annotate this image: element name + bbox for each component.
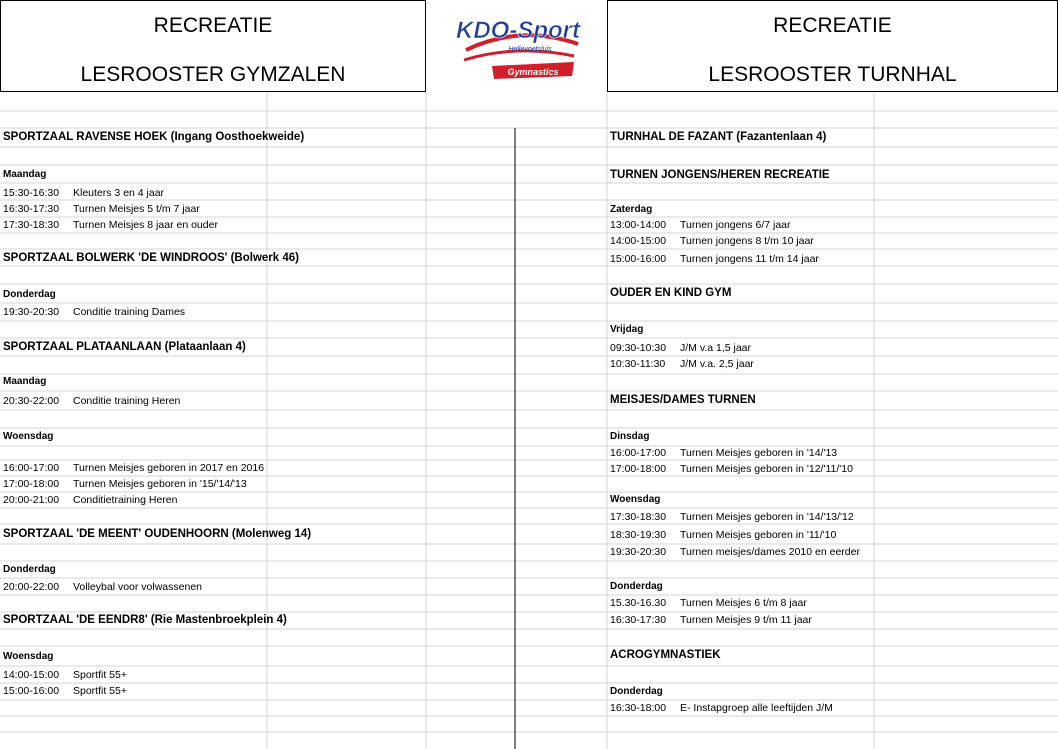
header-left-recreatie: RECREATIE bbox=[153, 14, 273, 37]
kdo-sport-logo bbox=[456, 4, 584, 86]
right-slot-time: 15:00-16:00 bbox=[610, 253, 667, 265]
right-day-label: Woensdag bbox=[610, 494, 661, 505]
left-slot-description: Conditie training Heren bbox=[73, 395, 181, 407]
header-right-lesrooster: LESROOSTER TURNHAL bbox=[708, 63, 957, 86]
right-slot-time: 18:30-19:30 bbox=[610, 529, 667, 541]
left-slot-time: 20:00-22:00 bbox=[3, 581, 60, 593]
right-slot-time: 13:00-14:00 bbox=[610, 219, 667, 231]
right-slot-description: Turnen Meisjes geboren in '12/'11/'10 bbox=[680, 463, 853, 475]
left-slot-time: 20:00-21:00 bbox=[3, 494, 60, 506]
right-day-label: Vrijdag bbox=[610, 324, 644, 335]
right-venue-heading: ACROGYMNASTIEK bbox=[610, 649, 721, 661]
right-venue-heading: TURNHAL DE FAZANT (Fazantenlaan 4) bbox=[610, 131, 827, 143]
right-slot-time: 16:00-17:00 bbox=[610, 447, 667, 459]
left-slot-description: Turnen Meisjes geboren in '15/'14/'13 bbox=[73, 478, 247, 490]
right-venue-heading: MEISJES/DAMES TURNEN bbox=[610, 394, 756, 406]
right-slot-description: Turnen meisjes/dames 2010 en eerder bbox=[680, 546, 860, 558]
left-slot-description: Turnen Meisjes 5 t/m 7 jaar bbox=[73, 203, 200, 215]
right-slot-description: J/M v.a 1,5 jaar bbox=[680, 342, 751, 354]
right-slot-description: E- Instapgroep alle leeftijden J/M bbox=[680, 702, 833, 714]
left-venue-heading: SPORTZAAL PLATAANLAAN (Plataanlaan 4) bbox=[3, 341, 246, 353]
left-venue-heading: SPORTZAAL BOLWERK 'DE WINDROOS' (Bolwerk 46) bbox=[3, 252, 299, 264]
left-slot-time: 15:00-16:00 bbox=[3, 685, 60, 697]
right-slot-time: 17:00-18:00 bbox=[610, 463, 667, 475]
left-slot-description: Turnen Meisjes geboren in 2017 en 2016 bbox=[73, 462, 265, 474]
left-slot-time: 17:30-18:30 bbox=[3, 219, 60, 231]
right-day-label: Zaterdag bbox=[610, 204, 653, 215]
left-slot-description: Volleybal voor volwassenen bbox=[73, 581, 202, 593]
right-slot-description: Turnen Meisjes geboren in '11/'10 bbox=[680, 529, 837, 541]
header-right-recreatie: RECREATIE bbox=[773, 14, 892, 37]
right-slot-description: Turnen jongens 8 t/m 10 jaar bbox=[680, 235, 814, 247]
right-slot-time: 09:30-10:30 bbox=[610, 342, 667, 354]
right-slot-description: Turnen jongens 6/7 jaar bbox=[680, 219, 791, 231]
left-slot-time: 16:00-17:00 bbox=[3, 462, 60, 474]
right-day-label: Donderdag bbox=[610, 581, 663, 592]
left-slot-time: 15:30-16:30 bbox=[3, 187, 60, 199]
left-venue-heading: SPORTZAAL 'DE EENDR8' (Rie Mastenbroekplein 4) bbox=[3, 614, 287, 626]
left-slot-description: Conditie training Dames bbox=[73, 306, 186, 318]
right-slot-description: Turnen Meisjes geboren in '14/'13/'12 bbox=[680, 511, 854, 523]
right-slot-description: Turnen Meisjes 6 t/m 8 jaar bbox=[680, 597, 807, 609]
logo-sub-text: Hellevoetsluis bbox=[508, 46, 552, 53]
left-day-label: Maandag bbox=[3, 376, 47, 387]
left-slot-description: Turnen Meisjes 8 jaar en ouder bbox=[73, 219, 218, 231]
right-day-label: Donderdag bbox=[610, 686, 663, 697]
logo-main-text: KDO-Sport bbox=[456, 17, 580, 44]
left-slot-time: 14:00-15:00 bbox=[3, 669, 60, 681]
left-venue-heading: SPORTZAAL 'DE MEENT' OUDENHOORN (Molenweg 14) bbox=[3, 528, 312, 540]
right-slot-description: J/M v.a. 2,5 jaar bbox=[680, 358, 754, 370]
right-slot-description: Turnen jongens 11 t/m 14 jaar bbox=[680, 253, 819, 265]
left-slot-description: Kleuters 3 en 4 jaar bbox=[73, 187, 165, 199]
right-slot-time: 16:30-17:30 bbox=[610, 614, 667, 626]
left-day-label: Maandag bbox=[3, 169, 47, 180]
right-slot-description: Turnen Meisjes geboren in '14/'13 bbox=[680, 447, 838, 459]
right-slot-time: 17:30-18:30 bbox=[610, 511, 667, 523]
left-slot-time: 17:00-18:00 bbox=[3, 478, 60, 490]
left-slot-description: Conditietraining Heren bbox=[73, 494, 178, 506]
left-slot-description: Sportfit 55+ bbox=[73, 669, 127, 681]
right-venue-heading: TURNEN JONGENS/HEREN RECREATIE bbox=[610, 169, 830, 181]
left-slot-time: 16:30-17:30 bbox=[3, 203, 60, 215]
left-slot-description: Sportfit 55+ bbox=[73, 685, 127, 697]
left-venue-heading: SPORTZAAL RAVENSE HOEK (Ingang Oosthoekweide) bbox=[3, 131, 305, 143]
left-day-label: Donderdag bbox=[3, 289, 56, 300]
right-slot-time: 19:30-20:30 bbox=[610, 546, 667, 558]
right-slot-time: 14:00-15:00 bbox=[610, 235, 667, 247]
right-slot-time: 15.30-16.30 bbox=[610, 597, 667, 609]
left-day-label: Woensdag bbox=[3, 651, 54, 662]
left-day-label: Woensdag bbox=[3, 431, 54, 442]
right-venue-heading: OUDER EN KIND GYM bbox=[610, 287, 732, 299]
right-day-label: Dinsdag bbox=[610, 431, 650, 442]
left-slot-time: 20:30-22:00 bbox=[3, 395, 60, 407]
logo-ribbon-text: Gymnastics bbox=[507, 67, 559, 77]
header-left-lesrooster: LESROOSTER GYMZALEN bbox=[80, 63, 346, 86]
right-slot-time: 16:30-18:00 bbox=[610, 702, 667, 714]
right-slot-time: 10:30-11:30 bbox=[610, 358, 666, 370]
left-day-label: Donderdag bbox=[3, 564, 56, 575]
right-slot-description: Turnen Meisjes 9 t/m 11 jaar bbox=[680, 614, 812, 626]
left-slot-time: 19:30-20:30 bbox=[3, 306, 60, 318]
